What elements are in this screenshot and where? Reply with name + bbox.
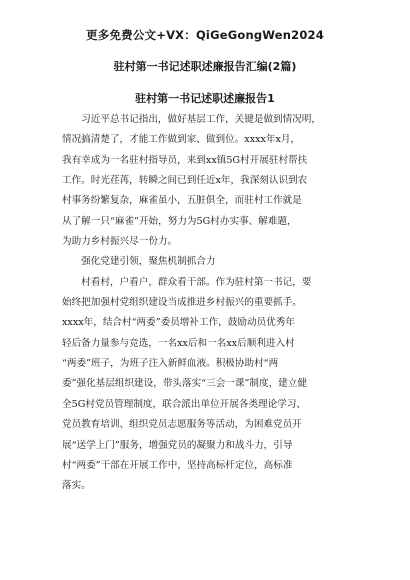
body-line: 习近平总书记指出，做好基层工作，关键是做到情况明，	[62, 114, 322, 125]
body-line: 落实。	[62, 480, 91, 492]
body-line: 全5G村党员管理制度，联合派出单位开展各类理论学习、	[62, 398, 307, 410]
body-line: 党员教育培训、组织党员志愿服务等活动，为困难党员开	[62, 419, 302, 431]
section-title: 驻村第一书记述职述廉报告1	[135, 92, 275, 105]
body-line: 我有幸成为一名驻村指导员，来到xx镇5G村开展驻村帮扶	[62, 154, 308, 166]
body-line: 工作。时光荏苒，转瞬之间已到任近x年，我深刻认识到农	[62, 175, 308, 187]
body-line: 强化党建引领，聚焦机制抓合力	[62, 256, 216, 268]
body-line: 从了解一只“麻雀”开始，努力为5G村办实事、解难题，	[62, 215, 297, 227]
body-line: 情况搞清楚了，才能工作做到家、做到位。xxxx年x月，	[62, 134, 301, 146]
body-line: 轻后备力量参与竞选，一名xx后和一名xx后顺利进入村	[62, 337, 295, 349]
body-line: 为助力乡村振兴尽一份力。	[62, 236, 178, 248]
body-text	[62, 110, 350, 497]
document-title: 驻村第一书记述职述廉报告汇编(2篇)	[113, 60, 297, 73]
body-line: “两委”班子，为班子注入新鲜血液。积极协助村“两	[62, 358, 279, 370]
body-line: 委”强化基层组织建设，带头落实“三会一课”制度，建立健	[62, 378, 307, 390]
body-line: xxxx年，结合村“两委”委员增补工作，鼓励动员优秀年	[62, 317, 295, 329]
body-line: 村“两委”干部在开展工作中，坚持高标杆定位，高标准	[62, 459, 293, 471]
body-line: 村看村，户看户，群众看干部。作为驻村第一书记，要	[62, 276, 312, 288]
body-line: 展“送学上门”服务，增强党员的凝聚力和战斗力，引导	[62, 439, 293, 451]
promo-header: 更多免费公文+VX：QiGeGongWen2024	[86, 28, 324, 42]
body-line: 始终把加强村党组织建设当成推进乡村振兴的重要抓手。	[62, 297, 302, 309]
body-line: 村事务纷繁复杂，麻雀虽小，五脏俱全，而驻村工作就是	[62, 195, 302, 207]
